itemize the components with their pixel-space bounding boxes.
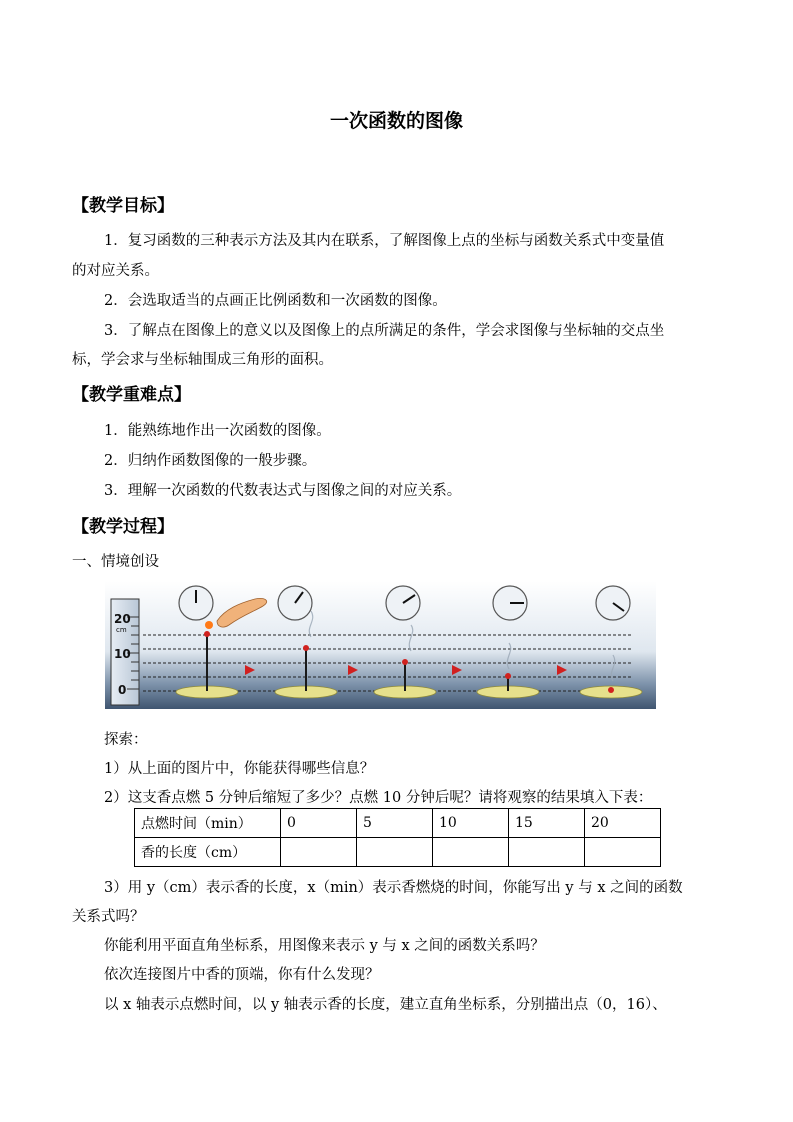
goals-heading: 【教学目标】 bbox=[72, 196, 174, 216]
goal-1-line-2: 的对应关系。 bbox=[72, 263, 159, 279]
table-row bbox=[135, 809, 661, 838]
table-cell-empty bbox=[433, 838, 509, 867]
goal-3-line-2: 标，学会求与坐标轴围成三角形的面积。 bbox=[72, 352, 333, 368]
ruler-label-10: 10 bbox=[114, 647, 131, 661]
table-cell: 10 bbox=[433, 809, 509, 838]
key-point-1: 1．能熟练地作出一次函数的图像。 bbox=[104, 423, 331, 439]
question-3-line-1: 3）用 y（cm）表示香的长度，x（min）表示香燃烧的时间，你能写出 y 与 x 之间的函数 bbox=[104, 880, 683, 896]
question-2: 2）这支香点燃 5 分钟后缩短了多少？点燃 10 分钟后呢？请将观察的结果填入下表： bbox=[104, 790, 653, 806]
ruler-label-20: 20 bbox=[114, 612, 131, 626]
process-heading: 【教学过程】 bbox=[72, 517, 174, 537]
table-header-length: 香的长度（cm） bbox=[135, 838, 281, 867]
table-cell: 20 bbox=[585, 809, 661, 838]
goal-2: 2．会选取适当的点画正比例函数和一次函数的图像。 bbox=[104, 293, 447, 309]
table-cell-empty bbox=[281, 838, 357, 867]
table-cell-empty bbox=[585, 838, 661, 867]
table-row bbox=[135, 838, 661, 867]
table-cell-empty bbox=[357, 838, 433, 867]
table-header-time: 点燃时间（min） bbox=[135, 809, 281, 838]
ruler-label-0: 0 bbox=[118, 683, 127, 697]
table-cell-empty bbox=[509, 838, 585, 867]
incense-illustration bbox=[105, 581, 656, 709]
prompt-plot-points: 以 x 轴表示点燃时间，以 y 轴表示香的长度，建立直角坐标系，分别描出点（0，16）、 bbox=[104, 997, 667, 1013]
key-points-heading: 【教学重难点】 bbox=[72, 385, 191, 405]
table-cell: 0 bbox=[281, 809, 357, 838]
goal-3-line-1: 3．了解点在图像上的意义以及图像上的点所满足的条件，学会求图像与坐标轴的交点坐 bbox=[104, 323, 665, 339]
key-point-2: 2．归纳作函数图像的一般步骤。 bbox=[104, 453, 317, 469]
table-cell: 15 bbox=[509, 809, 585, 838]
table-cell: 5 bbox=[357, 809, 433, 838]
intro-label: 一、情境创设 bbox=[72, 554, 159, 570]
observation-table bbox=[134, 808, 661, 867]
prompt-coordinate-system: 你能利用平面直角坐标系，用图像来表示 y 与 x 之间的函数关系吗？ bbox=[104, 938, 545, 954]
explore-label: 探索： bbox=[104, 732, 148, 748]
question-1: 1）从上面的图片中，你能获得哪些信息？ bbox=[104, 761, 375, 777]
page-title: 一次函数的图像 bbox=[329, 110, 463, 132]
key-point-3: 3．理解一次函数的代数表达式与图像之间的对应关系。 bbox=[104, 483, 462, 499]
ruler-label-cm: cm bbox=[116, 626, 127, 634]
prompt-connect-tops: 依次连接图片中香的顶端，你有什么发现？ bbox=[104, 967, 380, 983]
question-3-line-2: 关系式吗？ bbox=[72, 909, 145, 925]
goal-1-line-1: 1．复习函数的三种表示方法及其内在联系，了解图像上点的坐标与函数关系式中变量值 bbox=[104, 233, 665, 249]
